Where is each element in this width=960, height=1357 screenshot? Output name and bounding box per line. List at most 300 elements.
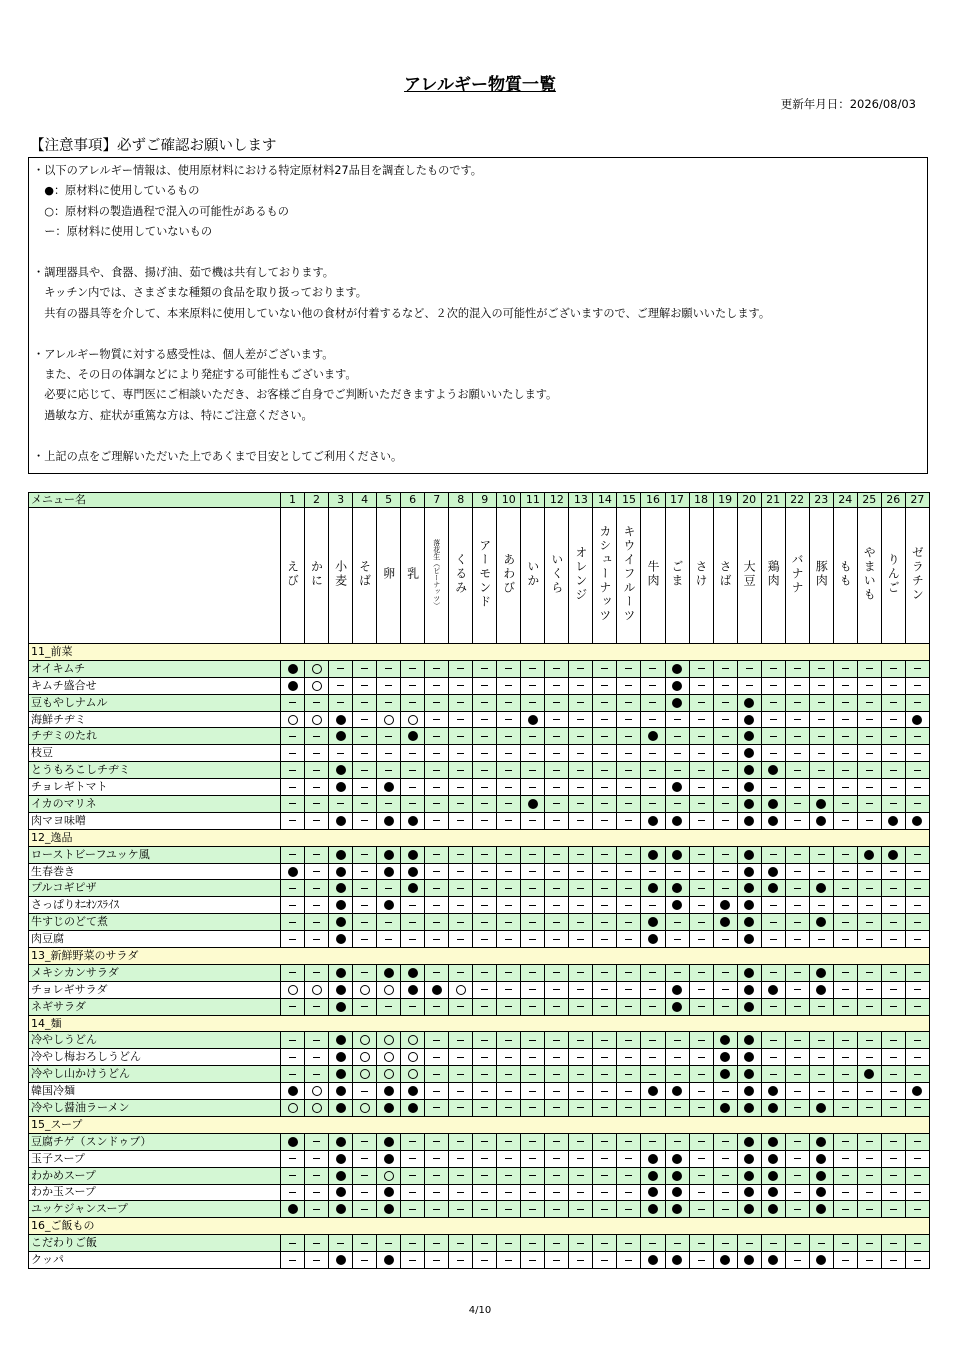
- allergen-cell: [689, 1100, 713, 1117]
- not-used-mark: [842, 854, 849, 855]
- allergen-cell: [329, 846, 353, 863]
- not-used-mark: [842, 905, 849, 906]
- not-used-mark: [914, 972, 921, 973]
- not-used-mark: [698, 770, 705, 771]
- allergen-cell: [497, 1235, 521, 1252]
- used-mark: [816, 917, 826, 927]
- not-used-mark: [577, 753, 584, 754]
- allergen-cell: [353, 1100, 377, 1117]
- allergen-cell: [305, 1201, 329, 1218]
- used-mark: [672, 664, 682, 674]
- not-used-mark: [361, 753, 368, 754]
- allergen-cell: [425, 728, 449, 745]
- not-used-mark: [577, 1158, 584, 1159]
- allergen-cell: [449, 1201, 473, 1218]
- menu-name: 冷やし山かけうどん: [29, 1066, 281, 1083]
- not-used-mark: [842, 888, 849, 889]
- allergen-cell: [665, 1049, 689, 1066]
- menu-name: 牛すじのどて煮: [29, 914, 281, 931]
- used-mark: [384, 1255, 394, 1265]
- used-mark: [336, 900, 346, 910]
- not-used-mark: [481, 702, 488, 703]
- allergen-cell: [473, 1049, 497, 1066]
- used-mark: [672, 985, 682, 995]
- allergen-cell: [833, 931, 857, 948]
- not-used-mark: [289, 1260, 296, 1261]
- allergen-cell: [785, 1032, 809, 1049]
- used-mark: [768, 799, 778, 809]
- allergen-cell: [857, 1049, 881, 1066]
- allergen-cell: [281, 1184, 305, 1201]
- allergen-cell: [785, 711, 809, 728]
- allergen-cell: [857, 694, 881, 711]
- allergen-cell: [737, 931, 761, 948]
- not-used-mark: [433, 922, 440, 923]
- allergen-cell: [377, 998, 401, 1015]
- not-used-mark: [601, 854, 608, 855]
- allergen-cell: [617, 846, 641, 863]
- allergen-cell: [857, 728, 881, 745]
- allergen-cell: [809, 1201, 833, 1218]
- allergen-cell: [377, 981, 401, 998]
- allergen-cell: [641, 1252, 665, 1269]
- not-used-mark: [770, 972, 777, 973]
- allergen-cell: [353, 1252, 377, 1269]
- possible-mark: [360, 1052, 370, 1062]
- used-mark: [768, 765, 778, 775]
- not-used-mark: [842, 1107, 849, 1108]
- not-used-mark: [433, 685, 440, 686]
- allergen-cell: [305, 998, 329, 1015]
- not-used-mark: [842, 871, 849, 872]
- allergen-cell: [569, 1032, 593, 1049]
- allergen-cell: [833, 1032, 857, 1049]
- not-used-mark: [698, 1243, 705, 1244]
- not-used-mark: [505, 1074, 512, 1075]
- not-used-mark: [818, 1243, 825, 1244]
- allergen-cell: [521, 914, 545, 931]
- not-used-mark: [481, 820, 488, 821]
- used-mark: [384, 1086, 394, 1096]
- not-used-mark: [842, 820, 849, 821]
- allergen-cell: [905, 762, 929, 779]
- used-mark: [408, 850, 418, 860]
- used-mark: [336, 883, 346, 893]
- allergen-cell: [689, 1167, 713, 1184]
- not-used-mark: [625, 820, 632, 821]
- allergen-cell: [569, 998, 593, 1015]
- not-used-mark: [481, 1141, 488, 1142]
- allergen-cell: [569, 880, 593, 897]
- allergen-cell: [329, 1150, 353, 1167]
- allergen-cell: [545, 728, 569, 745]
- allergen-cell: [545, 745, 569, 762]
- not-used-mark: [289, 1158, 296, 1159]
- allergen-cell: [905, 1032, 929, 1049]
- allergen-name: くるみ: [453, 552, 468, 595]
- allergen-cell: [425, 914, 449, 931]
- allergen-cell: [449, 846, 473, 863]
- not-used-mark: [794, 668, 801, 669]
- not-used-mark: [866, 1158, 873, 1159]
- allergen-cell: [761, 677, 785, 694]
- not-used-mark: [481, 905, 488, 906]
- not-used-mark: [361, 1175, 368, 1176]
- not-used-mark: [842, 702, 849, 703]
- not-used-mark: [842, 770, 849, 771]
- table-row: [29, 1133, 930, 1150]
- allergen-cell: [761, 863, 785, 880]
- used-mark: [768, 867, 778, 877]
- allergen-cell: [281, 863, 305, 880]
- possible-mark: [360, 1103, 370, 1113]
- not-used-mark: [866, 1192, 873, 1193]
- not-used-mark: [722, 1158, 729, 1159]
- allergen-cell: [401, 1235, 425, 1252]
- not-used-mark: [890, 719, 897, 720]
- not-used-mark: [529, 854, 536, 855]
- not-used-mark: [674, 1074, 681, 1075]
- not-used-mark: [337, 753, 344, 754]
- allergen-cell: [713, 745, 737, 762]
- not-used-mark: [722, 770, 729, 771]
- used-mark: [288, 664, 298, 674]
- allergen-cell: [521, 796, 545, 813]
- not-used-mark: [457, 1158, 464, 1159]
- not-used-mark: [770, 787, 777, 788]
- used-mark: [720, 900, 730, 910]
- not-used-mark: [770, 939, 777, 940]
- not-used-mark: [625, 972, 632, 973]
- not-used-mark: [698, 1006, 705, 1007]
- possible-mark: [384, 1052, 394, 1062]
- allergen-cell: [881, 931, 905, 948]
- not-used-mark: [553, 1243, 560, 1244]
- allergen-cell: [593, 728, 617, 745]
- not-used-mark: [361, 820, 368, 821]
- used-mark: [672, 1171, 682, 1181]
- allergen-cell: [857, 998, 881, 1015]
- allergen-name-cell: [305, 508, 329, 644]
- not-used-mark: [313, 888, 320, 889]
- allergen-cell: [569, 897, 593, 914]
- allergen-cell: [785, 745, 809, 762]
- notice-line: ●：原材料に使用しているもの: [33, 184, 200, 198]
- allergen-cell: [449, 1066, 473, 1083]
- allergen-number: 25: [857, 493, 881, 508]
- not-used-mark: [601, 787, 608, 788]
- not-used-mark: [337, 1243, 344, 1244]
- allergen-cell: [617, 1252, 641, 1269]
- allergen-cell: [593, 1133, 617, 1150]
- allergen-cell: [593, 812, 617, 829]
- allergen-cell: [281, 1201, 305, 1218]
- not-used-mark: [433, 1175, 440, 1176]
- menu-name: とうもろこしチヂミ: [29, 762, 281, 779]
- not-used-mark: [505, 888, 512, 889]
- allergen-cell: [617, 1235, 641, 1252]
- allergen-cell: [689, 998, 713, 1015]
- allergen-cell: [737, 1133, 761, 1150]
- allergen-cell: [665, 660, 689, 677]
- allergen-cell: [761, 1201, 785, 1218]
- allergen-cell: [881, 796, 905, 813]
- menu-name: 冷やし梅おろしうどん: [29, 1049, 281, 1066]
- allergen-cell: [881, 880, 905, 897]
- table-row: [29, 728, 930, 745]
- allergen-name-cell: [881, 508, 905, 644]
- allergen-cell: [497, 1184, 521, 1201]
- not-used-mark: [746, 668, 753, 669]
- not-used-mark: [649, 1057, 656, 1058]
- allergen-cell: [689, 779, 713, 796]
- used-mark: [816, 1171, 826, 1181]
- allergen-cell: [665, 779, 689, 796]
- allergen-cell: [329, 745, 353, 762]
- not-used-mark: [698, 736, 705, 737]
- not-used-mark: [770, 854, 777, 855]
- allergen-cell: [737, 1184, 761, 1201]
- not-used-mark: [794, 1192, 801, 1193]
- allergen-cell: [281, 1167, 305, 1184]
- used-mark: [816, 816, 826, 826]
- allergen-cell: [761, 1083, 785, 1100]
- not-used-mark: [698, 1091, 705, 1092]
- possible-mark: [360, 1035, 370, 1045]
- allergen-cell: [713, 964, 737, 981]
- not-used-mark: [698, 1260, 705, 1261]
- allergen-cell: [833, 762, 857, 779]
- allergen-cell: [545, 998, 569, 1015]
- used-mark: [672, 681, 682, 691]
- allergen-cell: [353, 1184, 377, 1201]
- allergen-cell: [833, 1167, 857, 1184]
- allergen-cell: [593, 1167, 617, 1184]
- not-used-mark: [698, 803, 705, 804]
- allergen-cell: [377, 1032, 401, 1049]
- allergen-cell: [617, 863, 641, 880]
- allergen-cell: [689, 677, 713, 694]
- allergen-cell: [545, 1184, 569, 1201]
- not-used-mark: [529, 1074, 536, 1075]
- allergen-cell: [425, 1184, 449, 1201]
- menu-name: わか玉スープ: [29, 1184, 281, 1201]
- allergen-cell: [785, 677, 809, 694]
- not-used-mark: [457, 1243, 464, 1244]
- allergen-number: 7: [425, 493, 449, 508]
- used-mark: [816, 1204, 826, 1214]
- allergen-cell: [545, 880, 569, 897]
- allergen-number: 10: [497, 493, 521, 508]
- not-used-mark: [529, 820, 536, 821]
- not-used-mark: [674, 719, 681, 720]
- used-mark: [408, 985, 418, 995]
- not-used-mark: [818, 905, 825, 906]
- not-used-mark: [625, 905, 632, 906]
- allergen-cell: [737, 694, 761, 711]
- allergen-cell: [809, 964, 833, 981]
- not-used-mark: [818, 1040, 825, 1041]
- allergen-cell: [905, 1184, 929, 1201]
- not-used-mark: [553, 1040, 560, 1041]
- allergen-cell: [521, 660, 545, 677]
- not-used-mark: [529, 1158, 536, 1159]
- allergen-name: 鶏肉: [766, 559, 781, 588]
- allergen-cell: [857, 981, 881, 998]
- possible-mark: [360, 985, 370, 995]
- allergen-cell: [305, 846, 329, 863]
- used-mark: [768, 985, 778, 995]
- allergen-cell: [857, 762, 881, 779]
- allergen-cell: [833, 863, 857, 880]
- allergen-cell: [425, 1133, 449, 1150]
- used-mark: [336, 968, 346, 978]
- used-mark: [648, 816, 658, 826]
- allergen-cell: [761, 1184, 785, 1201]
- allergen-cell: [377, 812, 401, 829]
- allergen-cell: [329, 1066, 353, 1083]
- not-used-mark: [505, 1175, 512, 1176]
- used-mark: [336, 1069, 346, 1079]
- not-used-mark: [625, 1006, 632, 1007]
- not-used-mark: [457, 736, 464, 737]
- allergen-cell: [545, 677, 569, 694]
- allergen-cell: [641, 1167, 665, 1184]
- allergen-cell: [281, 914, 305, 931]
- not-used-mark: [433, 1107, 440, 1108]
- allergen-cell: [641, 863, 665, 880]
- menu-name: わかめスープ: [29, 1167, 281, 1184]
- allergen-cell: [881, 897, 905, 914]
- allergen-cell: [377, 796, 401, 813]
- allergen-cell: [905, 694, 929, 711]
- not-used-mark: [337, 803, 344, 804]
- not-used-mark: [698, 922, 705, 923]
- allergen-cell: [425, 1235, 449, 1252]
- allergen-cell: [665, 745, 689, 762]
- used-mark: [288, 1204, 298, 1214]
- allergen-cell: [881, 1083, 905, 1100]
- allergen-cell: [449, 677, 473, 694]
- possible-mark: [288, 985, 298, 995]
- not-used-mark: [361, 1141, 368, 1142]
- allergen-cell: [641, 1133, 665, 1150]
- not-used-mark: [601, 1192, 608, 1193]
- not-used-mark: [289, 888, 296, 889]
- not-used-mark: [553, 1158, 560, 1159]
- not-used-mark: [625, 1175, 632, 1176]
- allergen-cell: [473, 796, 497, 813]
- not-used-mark: [433, 820, 440, 821]
- allergen-name: もも: [838, 559, 853, 588]
- not-used-mark: [698, 1209, 705, 1210]
- allergen-cell: [497, 745, 521, 762]
- allergen-cell: [305, 660, 329, 677]
- possible-mark: [312, 681, 322, 691]
- not-used-mark: [529, 1107, 536, 1108]
- used-mark: [408, 968, 418, 978]
- not-used-mark: [722, 1091, 729, 1092]
- allergen-cell: [473, 1167, 497, 1184]
- not-used-mark: [361, 888, 368, 889]
- allergen-number: 17: [665, 493, 689, 508]
- not-used-mark: [361, 736, 368, 737]
- not-used-mark: [553, 736, 560, 737]
- notice-box: [28, 157, 928, 474]
- allergen-cell: [761, 812, 785, 829]
- allergen-name-cell: [665, 508, 689, 644]
- not-used-mark: [698, 972, 705, 973]
- not-used-mark: [361, 1260, 368, 1261]
- allergen-cell: [833, 1133, 857, 1150]
- allergen-name-cell: [809, 508, 833, 644]
- used-mark: [648, 731, 658, 741]
- allergen-cell: [905, 1235, 929, 1252]
- used-mark: [768, 1255, 778, 1265]
- not-used-mark: [553, 668, 560, 669]
- not-used-mark: [866, 922, 873, 923]
- not-used-mark: [409, 1209, 416, 1210]
- not-used-mark: [866, 989, 873, 990]
- allergen-cell: [665, 981, 689, 998]
- used-mark: [744, 867, 754, 877]
- not-used-mark: [289, 1057, 296, 1058]
- allergen-cell: [401, 931, 425, 948]
- allergen-cell: [425, 863, 449, 880]
- allergen-cell: [473, 1083, 497, 1100]
- allergen-cell: [377, 694, 401, 711]
- allergen-number: 12: [545, 493, 569, 508]
- not-used-mark: [601, 1107, 608, 1108]
- allergen-cell: [593, 964, 617, 981]
- not-used-mark: [289, 922, 296, 923]
- allergen-cell: [329, 660, 353, 677]
- allergen-cell: [905, 964, 929, 981]
- not-used-mark: [289, 1192, 296, 1193]
- used-mark: [744, 1103, 754, 1113]
- menu-name: 枝豆: [29, 745, 281, 762]
- allergen-cell: [281, 931, 305, 948]
- not-used-mark: [674, 972, 681, 973]
- allergen-cell: [569, 1049, 593, 1066]
- allergen-cell: [593, 1066, 617, 1083]
- allergen-cell: [353, 1066, 377, 1083]
- allergen-cell: [377, 762, 401, 779]
- allergen-name: 大豆: [742, 559, 757, 588]
- not-used-mark: [601, 1141, 608, 1142]
- allergen-cell: [497, 1100, 521, 1117]
- allergen-cell: [521, 762, 545, 779]
- used-mark: [912, 1086, 922, 1096]
- allergen-cell: [713, 931, 737, 948]
- allergen-cell: [737, 1235, 761, 1252]
- not-used-mark: [674, 753, 681, 754]
- not-used-mark: [505, 854, 512, 855]
- not-used-mark: [890, 871, 897, 872]
- allergen-cell: [809, 694, 833, 711]
- used-mark: [768, 1154, 778, 1164]
- notice-line: [33, 243, 927, 263]
- not-used-mark: [818, 854, 825, 855]
- allergen-cell: [641, 1184, 665, 1201]
- allergen-cell: [689, 745, 713, 762]
- allergen-cell: [521, 1049, 545, 1066]
- not-used-mark: [457, 871, 464, 872]
- possible-mark: [456, 985, 466, 995]
- allergen-cell: [641, 981, 665, 998]
- not-used-mark: [674, 770, 681, 771]
- allergen-cell: [665, 931, 689, 948]
